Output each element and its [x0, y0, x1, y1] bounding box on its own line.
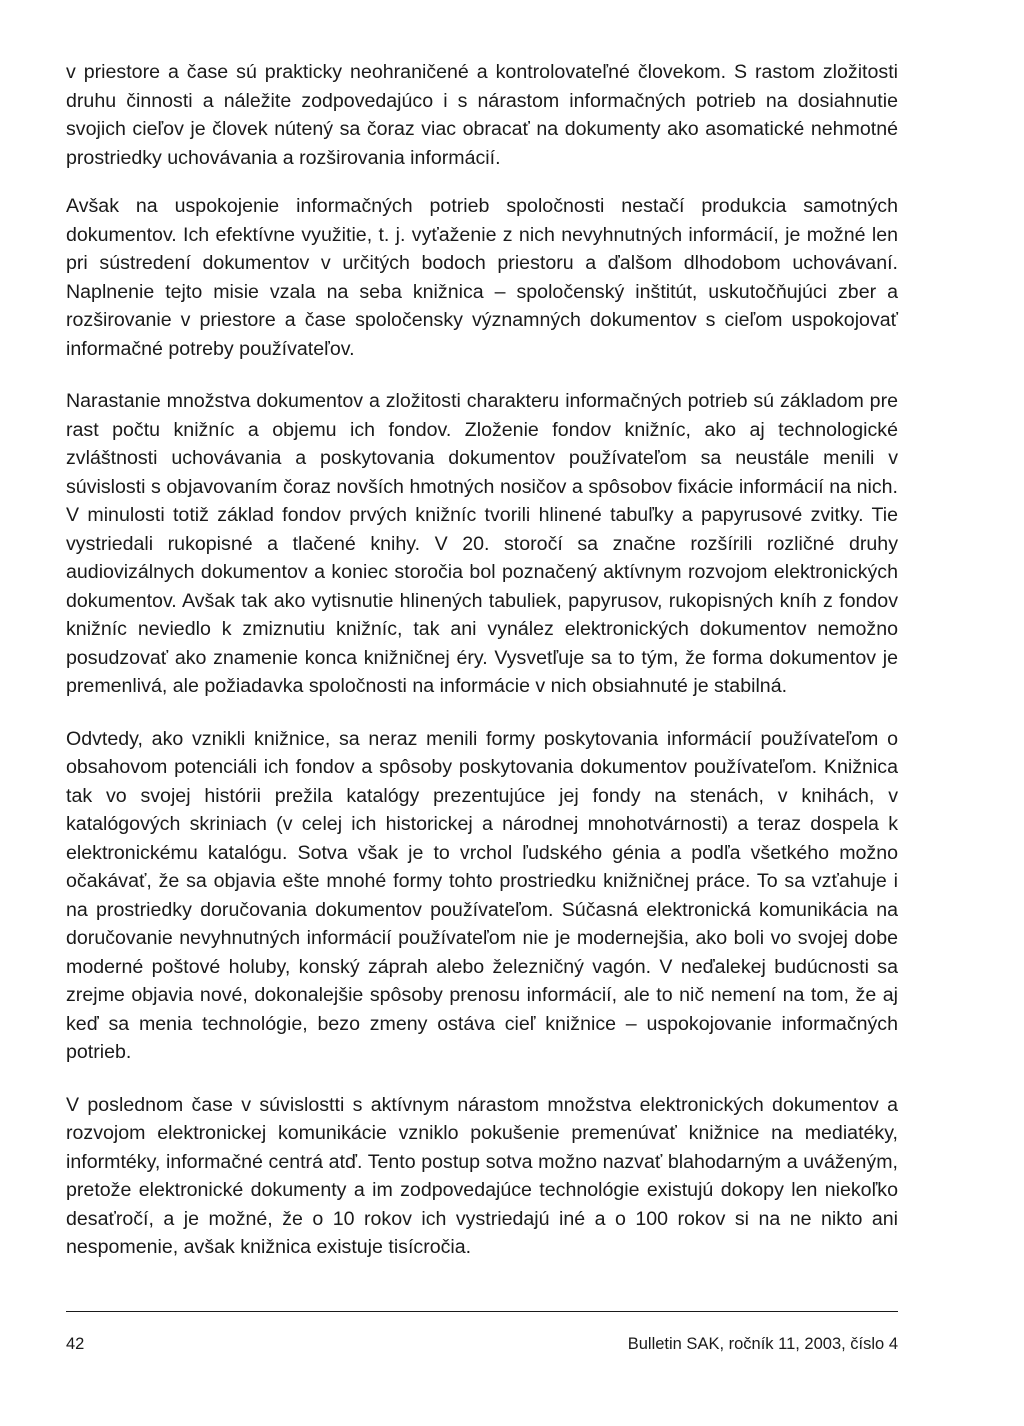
paragraph: Avšak na uspokojenie informačných potrieb spoločnosti nestačí produkcia samotných dokumentov. Ich efektívne využitie, t. j. vyťaženie z nich nevyhnutných informácií, je možné len pri sústredení dokumentov v určitých bodoch priestoru a ďalšom dlhodobom uchovávaní. Naplnenie tejto misie vzala na seba knižnica – spoločenský inštitút, uskutočňujúci zber a rozširovanie v priestore a čase spoločensky významných dokumentov s cieľom uspokojovať informačné potreby používateľov.	[66, 195, 898, 360]
paragraph: V poslednom čase v súvislostti s aktívnym nárastom množstva elektronických dokumentov a rozvojom elektronickej komunikácie vzniklo pokušenie premenúvať knižnice na mediatéky, informtéky, informačné centrá atď. Tento postup sotva možno nazvať blahodarným a uváženým, pretože elektronické dokumenty a im zodpovedajúce technológie existujú dokopy len niekoľko desaťročí, a je možné, že o 10 rokov ich vystriedajú iné a o 100 rokov si na ne nikto ani nespomenie, avšak knižnica existuje tisícročia.	[66, 1093, 898, 1258]
paragraph: v priestore a čase sú prakticky neohraničené a kontrolovateľné človekom. S rastom zložitosti druhu činnosti a náležite zodpovedajúco i s nárastom informačných potrieb na dosiahnutie svojich cieľov je človek nútený sa čoraz viac obracať na dokumenty ako asomatické nehmotné prostriedky uchovávania a rozširovania informácií.	[66, 61, 898, 169]
footer-divider	[66, 1311, 898, 1312]
page-footer	[66, 1334, 898, 1354]
page-number: 42	[66, 1335, 85, 1353]
article-body	[66, 58, 898, 1282]
paragraph: Narastanie množstva dokumentov a zložitosti charakteru informačných potrieb sú základom pre rast počtu knižníc a objemu ich fondov. Zloženie fondov knižníc, ako aj technologické zvláštnosti uchovávania a poskytovania dokumentov používateľom sa neustále menili v súvislosti s objavovaním čoraz novších hmotných nosičov a spôsobov fixácie informácií na nich. V minulosti totiž základ fondov prvých knižníc tvorili hlinené tabuľky a papyrusové zvitky. Tie vystriedali rukopisné a tlačené knihy. V 20. storočí sa značne rozšírili rozličné druhy audiovizálnych dokumentov a koniec storočia bol poznačený aktívnym rozvojom elektronických dokumentov. Avšak tak ako vytisnutie hlinených tabuliek, papyrusov, rukopisných kníh z fondov knižníc neviedlo k zmiznutiu knižníc, tak ani vynález elektronických dokumentov nemožno posudzovať ako znamenie konca knižničnej éry. Vysvetľuje sa to tým, že forma dokumentov je premenlivá, ale požiadavka spoločnosti na informácie v nich obsiahnuté je stabilná.	[66, 390, 898, 697]
publication-info: Bulletin SAK, ročník 11, 2003, číslo 4	[627, 1335, 898, 1353]
paragraph: Odvtedy, ako vznikli knižnice, sa neraz menili formy poskytovania informácií používateľom o obsahovom potenciáli ich fondov a spôsoby poskytovania dokumentov používateľom. Knižnica tak vo svojej histórii prežila katalógy prezentujúce jej fondy na stenách, v knihách, v katalógových skriniach (v celej ich historickej a národnej mnohotvárnosti) a teraz dospela k elektronickému katalógu. Sotva však je to vrchol ľudského génia a podľa všetkého možno očakávať, že sa objavia ešte mnohé formy tohto prostriedku knižničnej práce. To sa vzťahuje i na prostriedky doručovania dokumentov používateľom. Súčasná elektronická komunikácia na doručovanie nevyhnutných informácií používateľom nie je modernejšia, ako boli vo svojej dobe moderné poštové holuby, konský záprah alebo železničný vagón. V neďalekej budúcnosti sa zrejme objavia nové, dokonalejšie spôsoby prenosu informácií, ale to nič nemení na tom, že aj keď sa menia technológie, bezo zmeny ostáva cieľ knižnice – uspokojovanie informačných potrieb.	[66, 727, 898, 1063]
